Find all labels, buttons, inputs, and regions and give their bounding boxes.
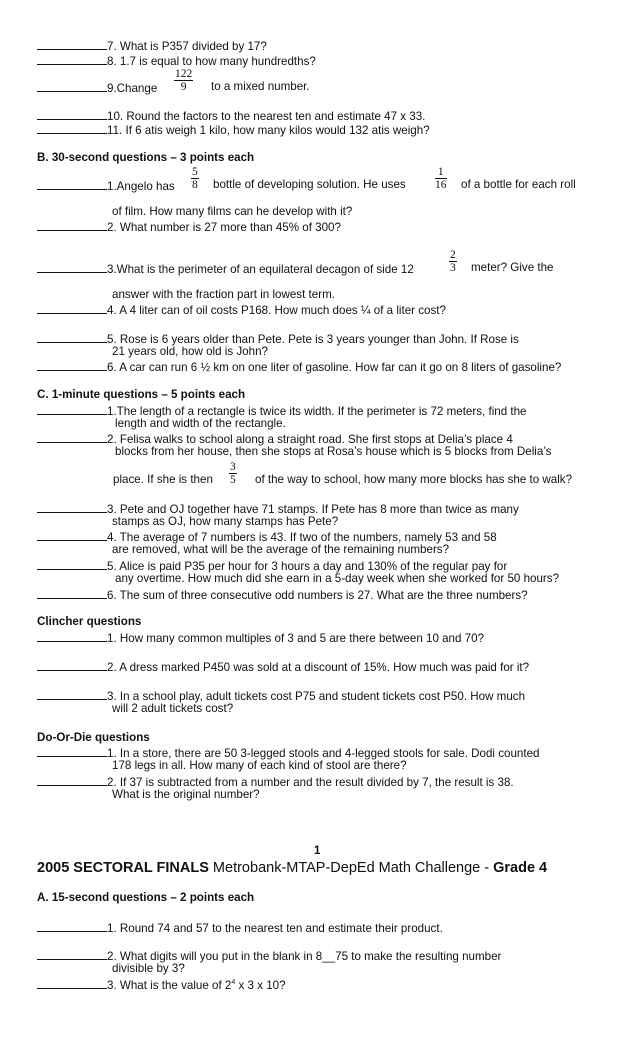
question-b1: 1.Angelo has [37, 178, 175, 194]
question-a2-1: 1. Round 74 and 57 to the nearest ten and estimate their product. [37, 920, 443, 936]
answer-blank[interactable] [37, 331, 107, 343]
answer-blank[interactable] [37, 977, 107, 989]
do-or-die-heading: Do-Or-Die questions [37, 731, 150, 744]
title-normal: Metrobank-MTAP-DepEd Math Challenge - [208, 860, 494, 876]
answer-blank[interactable] [37, 745, 107, 757]
answer-blank[interactable] [37, 920, 107, 932]
exponent: 4 [231, 979, 236, 986]
question-a11: 11. If 6 atis weigh 1 kilo, how many kilos would 132 atis weigh? [37, 122, 430, 138]
question-b1-mid: bottle of developing solution. He uses [213, 178, 406, 191]
answer-blank[interactable] [37, 630, 107, 642]
question-a2-2: 2. What digits will you put in the blank in 8__75 to make the resulting number [37, 948, 501, 964]
fraction-1-16: $\frac{1}{16}$ [435, 166, 447, 191]
question-b6: 6. A car can run 6 ½ km on one liter of gasoline. How far can it go on 8 liters of gasoline? [37, 359, 561, 375]
question-b1-post: of a bottle for each roll [461, 178, 576, 191]
question-dod1-cont: 178 legs in all. How many of each kind of stool are there? [112, 759, 407, 772]
fraction-5-8: $\frac{5}{8}$ [192, 166, 198, 191]
answer-blank[interactable] [37, 774, 107, 786]
question-dod2-cont: What is the original number? [112, 788, 260, 801]
question-c2-post: of the way to school, how many more blocks has she to walk? [255, 473, 573, 486]
answer-blank[interactable] [37, 302, 107, 314]
question-b2: 2. What number is 27 more than 45% of 300? [37, 219, 341, 235]
question-clincher2: 2. A dress marked P450 was sold at a discount of 15%. How much was paid for it? [37, 659, 529, 675]
document-title [37, 860, 547, 877]
answer-blank[interactable] [37, 501, 107, 513]
question-a9: 9.Change [37, 80, 157, 96]
question-c1-cont: length and width of the rectangle. [115, 417, 286, 430]
question-clincher3-cont: will 2 adult tickets cost? [112, 702, 234, 715]
question-b3-cont: answer with the fraction part in lowest term. [112, 288, 335, 301]
answer-blank[interactable] [37, 178, 107, 190]
fraction-3-5: $\frac{3}{5}$ [230, 461, 236, 486]
answer-blank[interactable] [37, 403, 107, 415]
question-b3: 3.What is the perimeter of an equilateral decagon of side 12 [37, 261, 414, 277]
question-dod1: 1. In a store, there are 50 3-legged stools and 4-legged stools for sale. Dodi counted [37, 745, 539, 761]
question-a2-2-cont: divisible by 3? [112, 962, 185, 975]
title-bold-grade: Grade 4 [493, 860, 548, 876]
answer-blank[interactable] [37, 38, 107, 50]
title-bold-event: 2005 SECTORAL FINALS [37, 860, 209, 876]
answer-blank[interactable] [37, 587, 107, 599]
question-b5-cont: 21 years old, how old is John? [112, 345, 268, 358]
answer-blank[interactable] [37, 122, 107, 134]
answer-blank[interactable] [37, 261, 107, 273]
question-c4-cont: are removed, what will be the average of the remaining numbers? [112, 543, 450, 556]
section-c-heading: C. 1-minute questions – 5 points each [37, 388, 246, 401]
question-a9-post: to a mixed number. [211, 80, 310, 93]
answer-blank[interactable] [37, 659, 107, 671]
question-c6: 6. The sum of three consecutive odd numbers is 27. What are the three numbers? [37, 587, 528, 603]
section-a2-heading: A. 15-second questions – 2 points each [37, 891, 255, 904]
answer-blank[interactable] [37, 108, 107, 120]
question-b3-post: meter? Give the [471, 261, 554, 274]
question-a10: 10. Round the factors to the nearest ten and estimate 47 x 33. [37, 108, 425, 124]
question-c1: 1.The length of a rectangle is twice its width. If the perimeter is 72 meters, find the [37, 403, 527, 419]
question-a8: 8. 1.7 is equal to how many hundredths? [37, 53, 316, 69]
question-clincher1: 1. How many common multiples of 3 and 5 are there between 10 and 70? [37, 630, 484, 646]
section-b-heading: B. 30-second questions – 3 points each [37, 151, 255, 164]
answer-blank[interactable] [37, 80, 107, 92]
answer-blank[interactable] [37, 219, 107, 231]
fraction-2-3: $\frac{2}{3}$ [450, 249, 456, 274]
answer-blank[interactable] [37, 948, 107, 960]
question-b4: 4. A 4 liter can of oil costs P168. How much does ¼ of a liter cost? [37, 302, 446, 318]
answer-blank[interactable] [37, 359, 107, 371]
page-number: 1 [314, 845, 321, 857]
fraction-122-9: $\frac{122}{9}$ [175, 68, 193, 93]
answer-blank[interactable] [37, 688, 107, 700]
clincher-heading: Clincher questions [37, 615, 142, 628]
question-c4: 4. The average of 7 numbers is 43. If two of the numbers, namely 53 and 58 [37, 529, 497, 545]
question-b5: 5. Rose is 6 years older than Pete. Pete is 3 years younger than John. If Rose is [37, 331, 519, 347]
question-c2: 2. Felisa walks to school along a straight road. She first stops at Delia’s place 4 [37, 431, 513, 447]
question-c3: 3. Pete and OJ together have 71 stamps. If Pete has 8 more than twice as many [37, 501, 519, 517]
question-a7: 7. What is P357 divided by 17? [37, 38, 267, 54]
question-b1-cont: of film. How many films can he develop with it? [112, 205, 353, 218]
question-c3-cont: stamps as OJ, how many stamps has Pete? [112, 515, 339, 528]
question-c5-cont: any overtime. How much did she earn in a 5-day week when she worked for 50 hours? [115, 572, 560, 585]
question-dod2: 2. If 37 is subtracted from a number and the result divided by 7, the result is 38. [37, 774, 514, 790]
answer-blank[interactable] [37, 558, 107, 570]
question-c2-pre: place. If she is then [113, 473, 213, 486]
answer-blank[interactable] [37, 529, 107, 541]
answer-blank[interactable] [37, 431, 107, 443]
answer-blank[interactable] [37, 53, 107, 65]
question-a2-3: 3. What is the value of $2^4$ x 3 x 10? [37, 977, 286, 993]
question-c2-cont: blocks from her house, then she stops at Rosa’s house which is 5 blocks from Delia’s [115, 445, 552, 458]
question-c5: 5. Alice is paid P35 per hour for 3 hours a day and 130% of the regular pay for [37, 558, 507, 574]
question-clincher3: 3. In a school play, adult tickets cost P75 and student tickets cost P50. How much [37, 688, 525, 704]
